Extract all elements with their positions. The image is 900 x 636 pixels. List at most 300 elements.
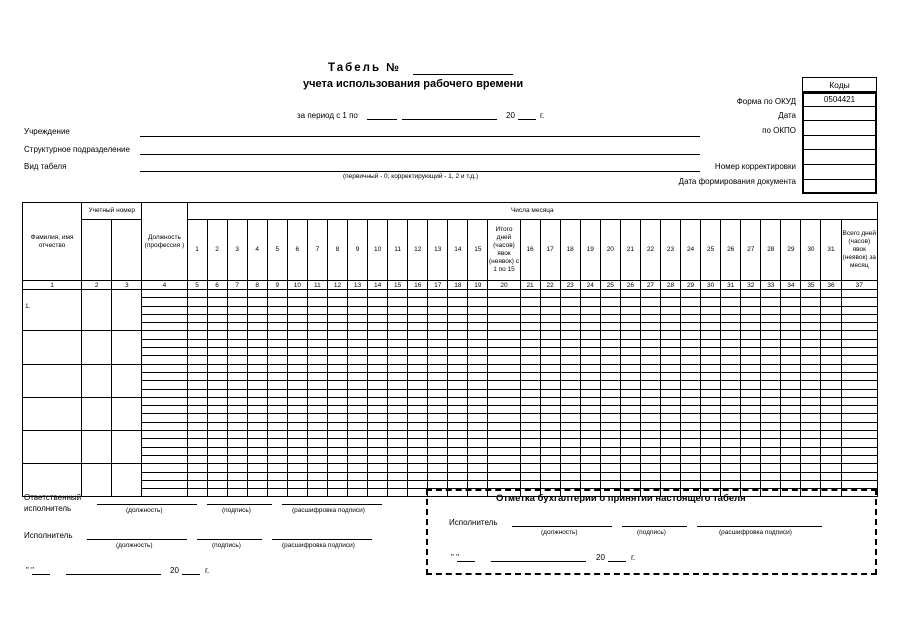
time-cell[interactable] [781, 389, 801, 397]
time-cell[interactable] [287, 314, 307, 322]
time-cell[interactable] [207, 372, 227, 380]
time-cell[interactable] [408, 431, 428, 439]
time-cell[interactable] [540, 439, 560, 447]
time-cell[interactable] [468, 348, 488, 356]
time-cell[interactable] [540, 431, 560, 439]
time-cell[interactable] [761, 439, 781, 447]
time-cell[interactable] [468, 414, 488, 422]
time-cell[interactable] [468, 323, 488, 331]
time-cell[interactable] [247, 464, 267, 472]
time-cell[interactable] [801, 422, 821, 430]
time-cell[interactable] [267, 480, 287, 488]
time-cell[interactable] [600, 323, 620, 331]
time-cell[interactable] [761, 381, 781, 389]
time-cell[interactable] [428, 397, 448, 405]
time-cell[interactable] [600, 414, 620, 422]
time-cell[interactable] [681, 431, 701, 439]
time-cell[interactable] [247, 422, 267, 430]
resp-signature-line[interactable] [207, 504, 272, 505]
time-cell[interactable] [267, 422, 287, 430]
time-cell[interactable] [408, 290, 428, 298]
time-cell[interactable] [247, 348, 267, 356]
time-cell[interactable] [428, 422, 448, 430]
time-cell[interactable] [801, 389, 821, 397]
time-cell[interactable] [701, 298, 721, 306]
time-cell[interactable] [741, 431, 761, 439]
time-cell[interactable] [801, 339, 821, 347]
time-cell[interactable] [408, 298, 428, 306]
time-cell[interactable] [821, 348, 841, 356]
time-cell[interactable] [721, 290, 741, 298]
time-cell[interactable] [540, 348, 560, 356]
time-cell[interactable] [721, 331, 741, 339]
time-cell[interactable] [142, 314, 187, 322]
time-cell[interactable] [207, 439, 227, 447]
time-cell[interactable] [488, 397, 520, 405]
time-cell[interactable] [428, 306, 448, 314]
time-cell[interactable] [801, 447, 821, 455]
time-cell[interactable] [821, 290, 841, 298]
time-cell[interactable] [781, 464, 801, 472]
time-cell[interactable] [187, 364, 207, 372]
time-cell[interactable] [187, 372, 207, 380]
time-cell[interactable] [368, 298, 388, 306]
time-cell[interactable] [781, 339, 801, 347]
time-cell[interactable] [388, 323, 408, 331]
time-cell[interactable] [741, 389, 761, 397]
time-cell[interactable] [227, 472, 247, 480]
time-cell[interactable] [761, 455, 781, 463]
time-cell[interactable] [408, 455, 428, 463]
time-cell[interactable] [520, 447, 540, 455]
time-cell[interactable] [660, 406, 680, 414]
time-cell[interactable] [448, 348, 468, 356]
time-cell[interactable] [267, 439, 287, 447]
time-cell[interactable] [801, 348, 821, 356]
time-cell[interactable] [408, 447, 428, 455]
time-cell[interactable] [841, 372, 877, 380]
time-cell[interactable] [560, 389, 580, 397]
time-cell[interactable] [142, 290, 187, 298]
time-cell[interactable] [640, 422, 660, 430]
time-cell[interactable] [488, 464, 520, 472]
time-cell[interactable] [187, 389, 207, 397]
time-cell[interactable] [620, 331, 640, 339]
time-cell[interactable] [327, 422, 347, 430]
time-cell[interactable] [640, 464, 660, 472]
time-cell[interactable] [227, 464, 247, 472]
time-cell[interactable] [660, 455, 680, 463]
time-cell[interactable] [488, 339, 520, 347]
time-cell[interactable] [600, 439, 620, 447]
time-cell[interactable] [448, 364, 468, 372]
time-cell[interactable] [540, 298, 560, 306]
time-cell[interactable] [227, 381, 247, 389]
time-cell[interactable] [761, 331, 781, 339]
time-cell[interactable] [841, 455, 877, 463]
time-cell[interactable] [841, 290, 877, 298]
time-cell[interactable] [227, 489, 247, 497]
time-cell[interactable] [388, 339, 408, 347]
time-cell[interactable] [701, 455, 721, 463]
acc-signature-line[interactable] [622, 526, 687, 527]
time-cell[interactable] [761, 356, 781, 364]
time-cell[interactable] [142, 364, 187, 372]
time-cell[interactable] [348, 381, 368, 389]
time-cell[interactable] [640, 472, 660, 480]
time-cell[interactable] [841, 464, 877, 472]
doc-date-code-field[interactable] [802, 180, 877, 195]
time-cell[interactable] [327, 372, 347, 380]
time-cell[interactable] [227, 372, 247, 380]
time-cell[interactable] [468, 364, 488, 372]
time-cell[interactable] [408, 464, 428, 472]
time-cell[interactable] [187, 472, 207, 480]
time-cell[interactable] [660, 431, 680, 439]
time-cell[interactable] [560, 406, 580, 414]
time-cell[interactable] [408, 323, 428, 331]
time-cell[interactable] [142, 455, 187, 463]
time-cell[interactable] [187, 489, 207, 497]
time-cell[interactable] [741, 331, 761, 339]
time-cell[interactable] [368, 339, 388, 347]
time-cell[interactable] [660, 331, 680, 339]
time-cell[interactable] [428, 348, 448, 356]
time-cell[interactable] [781, 447, 801, 455]
time-cell[interactable] [468, 389, 488, 397]
time-cell[interactable] [207, 397, 227, 405]
time-cell[interactable] [247, 406, 267, 414]
time-cell[interactable] [227, 422, 247, 430]
time-cell[interactable] [600, 480, 620, 488]
time-cell[interactable] [660, 480, 680, 488]
time-cell[interactable] [620, 480, 640, 488]
time-cell[interactable] [540, 372, 560, 380]
time-cell[interactable] [307, 472, 327, 480]
time-cell[interactable] [520, 439, 540, 447]
time-cell[interactable] [540, 306, 560, 314]
time-cell[interactable] [640, 364, 660, 372]
time-cell[interactable] [368, 323, 388, 331]
time-cell[interactable] [681, 381, 701, 389]
time-cell[interactable] [600, 455, 620, 463]
time-cell[interactable] [721, 389, 741, 397]
time-cell[interactable] [701, 439, 721, 447]
time-cell[interactable] [287, 447, 307, 455]
time-cell[interactable] [620, 464, 640, 472]
time-cell[interactable] [520, 356, 540, 364]
time-cell[interactable] [368, 364, 388, 372]
time-cell[interactable] [267, 298, 287, 306]
time-cell[interactable] [448, 372, 468, 380]
time-cell[interactable] [520, 464, 540, 472]
time-cell[interactable] [721, 372, 741, 380]
time-cell[interactable] [187, 314, 207, 322]
time-cell[interactable] [428, 455, 448, 463]
time-cell[interactable] [620, 364, 640, 372]
time-cell[interactable] [428, 431, 448, 439]
time-cell[interactable] [267, 372, 287, 380]
time-cell[interactable] [580, 447, 600, 455]
time-cell[interactable] [660, 306, 680, 314]
time-cell[interactable] [681, 414, 701, 422]
time-cell[interactable] [560, 298, 580, 306]
time-cell[interactable] [408, 356, 428, 364]
time-cell[interactable] [540, 406, 560, 414]
time-cell[interactable] [841, 323, 877, 331]
time-cell[interactable] [428, 314, 448, 322]
time-cell[interactable] [187, 414, 207, 422]
time-cell[interactable] [488, 431, 520, 439]
time-cell[interactable] [267, 489, 287, 497]
time-cell[interactable] [721, 397, 741, 405]
time-cell[interactable] [348, 290, 368, 298]
time-cell[interactable] [287, 381, 307, 389]
time-cell[interactable] [741, 472, 761, 480]
time-cell[interactable] [520, 422, 540, 430]
time-cell[interactable] [368, 489, 388, 497]
time-cell[interactable] [761, 306, 781, 314]
time-cell[interactable] [287, 422, 307, 430]
time-cell[interactable] [368, 447, 388, 455]
time-cell[interactable] [781, 439, 801, 447]
time-cell[interactable] [227, 339, 247, 347]
time-cell[interactable] [841, 306, 877, 314]
time-cell[interactable] [142, 331, 187, 339]
time-cell[interactable] [348, 455, 368, 463]
time-cell[interactable] [388, 356, 408, 364]
time-cell[interactable] [540, 422, 560, 430]
time-cell[interactable] [660, 356, 680, 364]
time-cell[interactable] [520, 472, 540, 480]
time-cell[interactable] [142, 381, 187, 389]
time-cell[interactable] [781, 472, 801, 480]
time-cell[interactable] [287, 298, 307, 306]
time-cell[interactable] [307, 439, 327, 447]
time-cell[interactable] [287, 472, 307, 480]
time-cell[interactable] [580, 372, 600, 380]
time-cell[interactable] [307, 464, 327, 472]
time-cell[interactable] [821, 464, 841, 472]
time-cell[interactable] [660, 422, 680, 430]
time-cell[interactable] [580, 314, 600, 322]
time-cell[interactable] [801, 290, 821, 298]
time-cell[interactable] [307, 414, 327, 422]
time-cell[interactable] [207, 356, 227, 364]
time-cell[interactable] [448, 397, 468, 405]
time-cell[interactable] [580, 348, 600, 356]
time-cell[interactable] [540, 331, 560, 339]
time-cell[interactable] [620, 414, 640, 422]
time-cell[interactable] [287, 455, 307, 463]
time-cell[interactable] [560, 397, 580, 405]
time-cell[interactable] [142, 489, 187, 497]
time-cell[interactable] [408, 348, 428, 356]
employee-name-cell[interactable] [23, 364, 82, 397]
time-cell[interactable] [841, 348, 877, 356]
time-cell[interactable] [801, 331, 821, 339]
time-cell[interactable] [560, 439, 580, 447]
time-cell[interactable] [247, 381, 267, 389]
time-cell[interactable] [448, 422, 468, 430]
time-cell[interactable] [580, 480, 600, 488]
time-cell[interactable] [801, 364, 821, 372]
time-cell[interactable] [142, 422, 187, 430]
time-cell[interactable] [801, 464, 821, 472]
time-cell[interactable] [267, 389, 287, 397]
time-cell[interactable] [580, 323, 600, 331]
time-cell[interactable] [660, 339, 680, 347]
time-cell[interactable] [801, 298, 821, 306]
okud-code-field[interactable]: 0504421 [802, 92, 877, 107]
time-cell[interactable] [520, 389, 540, 397]
time-cell[interactable] [227, 331, 247, 339]
time-cell[interactable] [681, 290, 701, 298]
time-cell[interactable] [520, 348, 540, 356]
time-cell[interactable] [540, 464, 560, 472]
time-cell[interactable] [761, 323, 781, 331]
time-cell[interactable] [247, 331, 267, 339]
time-cell[interactable] [227, 348, 247, 356]
account-number-cell[interactable] [112, 290, 142, 331]
time-cell[interactable] [741, 290, 761, 298]
time-cell[interactable] [348, 323, 368, 331]
time-cell[interactable] [388, 480, 408, 488]
employee-name-cell[interactable] [23, 290, 82, 331]
time-cell[interactable] [600, 339, 620, 347]
time-cell[interactable] [761, 414, 781, 422]
time-cell[interactable] [620, 372, 640, 380]
time-cell[interactable] [247, 364, 267, 372]
time-cell[interactable] [448, 381, 468, 389]
time-cell[interactable] [821, 414, 841, 422]
time-cell[interactable] [801, 455, 821, 463]
time-cell[interactable] [142, 406, 187, 414]
correction-code-field[interactable] [802, 165, 877, 180]
time-cell[interactable] [287, 356, 307, 364]
time-cell[interactable] [207, 489, 227, 497]
time-cell[interactable] [448, 464, 468, 472]
time-cell[interactable] [781, 414, 801, 422]
time-cell[interactable] [600, 290, 620, 298]
time-cell[interactable] [841, 414, 877, 422]
time-cell[interactable] [600, 472, 620, 480]
time-cell[interactable] [681, 314, 701, 322]
time-cell[interactable] [600, 447, 620, 455]
time-cell[interactable] [187, 406, 207, 414]
time-cell[interactable] [428, 381, 448, 389]
time-cell[interactable] [428, 339, 448, 347]
time-cell[interactable] [267, 306, 287, 314]
time-cell[interactable] [681, 455, 701, 463]
time-cell[interactable] [701, 372, 721, 380]
time-cell[interactable] [227, 290, 247, 298]
time-cell[interactable] [520, 431, 540, 439]
time-cell[interactable] [721, 339, 741, 347]
time-cell[interactable] [741, 298, 761, 306]
time-cell[interactable] [801, 431, 821, 439]
time-cell[interactable] [388, 298, 408, 306]
time-cell[interactable] [681, 339, 701, 347]
time-cell[interactable] [600, 348, 620, 356]
time-cell[interactable] [841, 397, 877, 405]
time-cell[interactable] [408, 314, 428, 322]
time-cell[interactable] [781, 348, 801, 356]
time-cell[interactable] [247, 290, 267, 298]
time-cell[interactable] [368, 306, 388, 314]
time-cell[interactable] [428, 290, 448, 298]
time-cell[interactable] [468, 464, 488, 472]
time-cell[interactable] [721, 348, 741, 356]
time-cell[interactable] [327, 298, 347, 306]
time-cell[interactable] [468, 314, 488, 322]
time-cell[interactable] [327, 439, 347, 447]
time-cell[interactable] [348, 389, 368, 397]
time-cell[interactable] [408, 331, 428, 339]
time-cell[interactable] [488, 372, 520, 380]
time-cell[interactable] [721, 422, 741, 430]
time-cell[interactable] [580, 431, 600, 439]
okpo-code-field[interactable] [802, 121, 877, 136]
time-cell[interactable] [247, 356, 267, 364]
time-cell[interactable] [267, 397, 287, 405]
time-cell[interactable] [267, 472, 287, 480]
time-cell[interactable] [841, 422, 877, 430]
time-cell[interactable] [841, 439, 877, 447]
time-cell[interactable] [620, 389, 640, 397]
time-cell[interactable] [187, 397, 207, 405]
time-cell[interactable] [681, 406, 701, 414]
time-cell[interactable] [428, 464, 448, 472]
time-cell[interactable] [448, 389, 468, 397]
time-cell[interactable] [580, 422, 600, 430]
time-cell[interactable] [348, 489, 368, 497]
time-cell[interactable] [721, 406, 741, 414]
time-cell[interactable] [821, 381, 841, 389]
time-cell[interactable] [287, 489, 307, 497]
time-cell[interactable] [781, 455, 801, 463]
time-cell[interactable] [681, 439, 701, 447]
time-cell[interactable] [560, 455, 580, 463]
time-cell[interactable] [701, 397, 721, 405]
time-cell[interactable] [821, 389, 841, 397]
time-cell[interactable] [721, 455, 741, 463]
time-cell[interactable] [801, 414, 821, 422]
time-cell[interactable] [142, 472, 187, 480]
time-cell[interactable] [468, 439, 488, 447]
time-cell[interactable] [620, 356, 640, 364]
employee-name-cell[interactable] [23, 331, 82, 364]
time-cell[interactable] [560, 306, 580, 314]
time-cell[interactable] [468, 472, 488, 480]
time-cell[interactable] [721, 306, 741, 314]
time-cell[interactable] [520, 372, 540, 380]
time-cell[interactable] [388, 422, 408, 430]
time-cell[interactable] [821, 439, 841, 447]
time-cell[interactable] [207, 464, 227, 472]
time-cell[interactable] [520, 480, 540, 488]
time-cell[interactable] [681, 331, 701, 339]
time-cell[interactable] [660, 397, 680, 405]
time-cell[interactable] [620, 298, 640, 306]
time-cell[interactable] [640, 431, 660, 439]
exec-position-line[interactable] [87, 539, 187, 540]
type-line[interactable] [140, 171, 700, 172]
time-cell[interactable] [640, 439, 660, 447]
acc-date-year-line[interactable] [608, 561, 626, 562]
time-cell[interactable] [408, 372, 428, 380]
acc-date-day-line[interactable] [457, 561, 475, 562]
